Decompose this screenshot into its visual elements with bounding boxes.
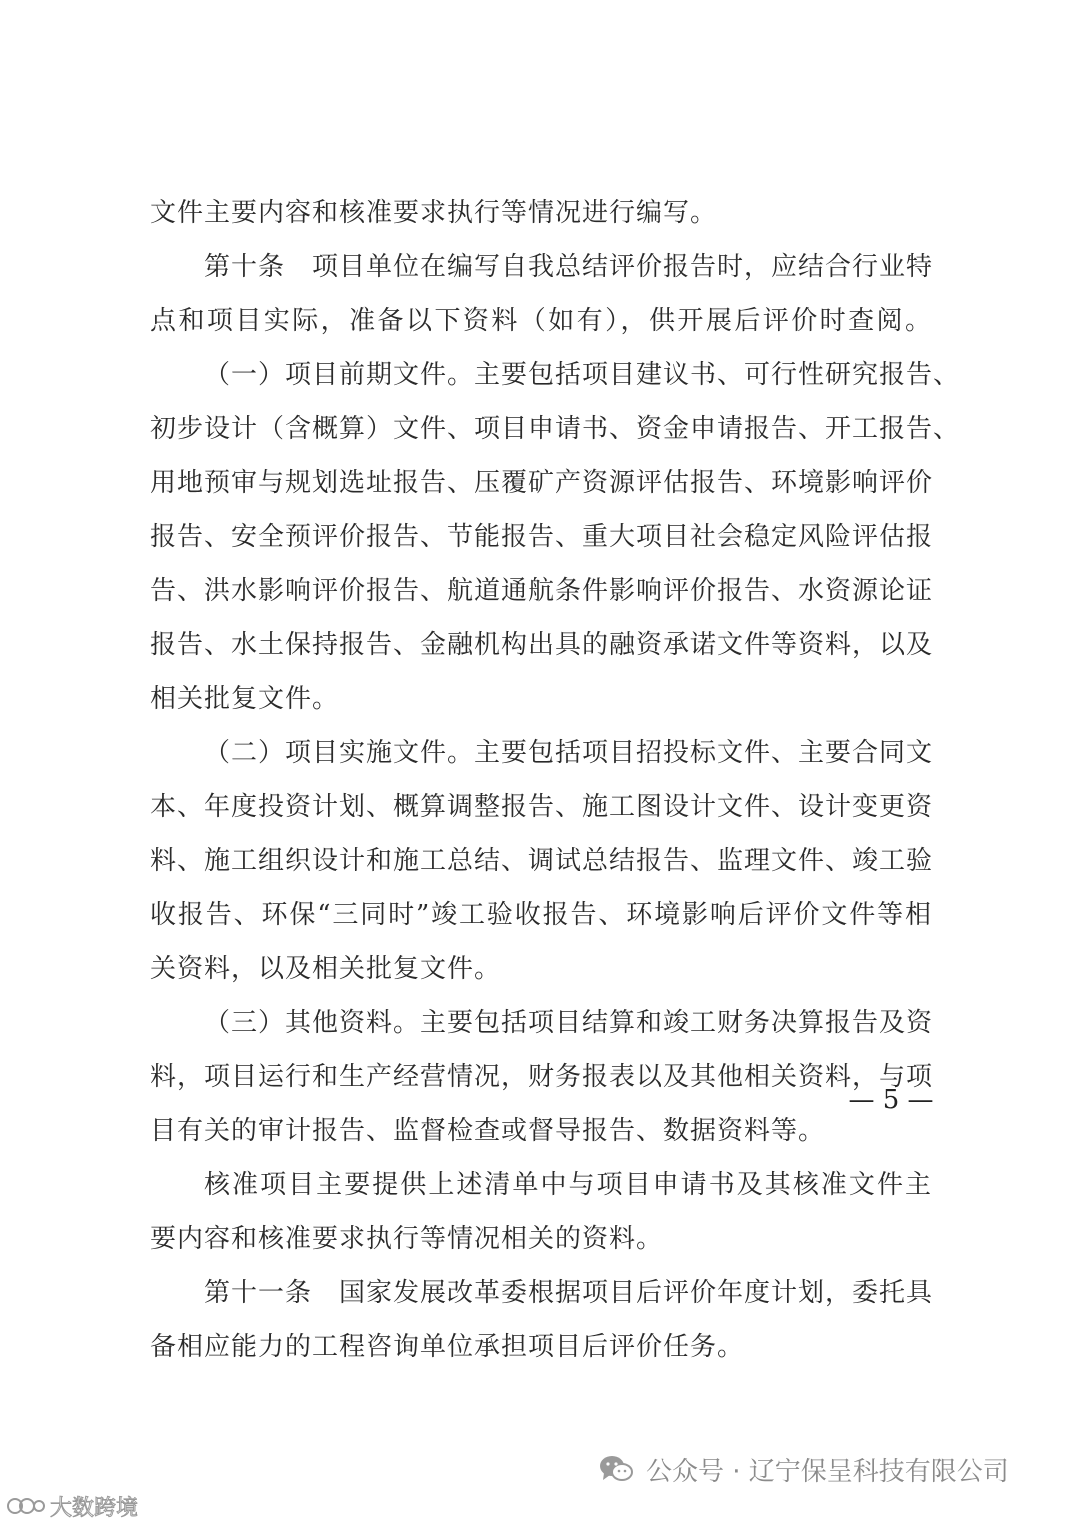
text-line-18: 目有关的审计报告、监督检查或督导报告、数据资料等。 bbox=[150, 1116, 826, 1146]
text-line-22: 备相应能力的工程咨询单位承担项目后评价任务。 bbox=[150, 1332, 745, 1362]
wechat-icon bbox=[598, 1454, 634, 1484]
text-line-17: 料，项目运行和生产经营情况，财务报表以及其他相关资料，与项 bbox=[150, 1062, 934, 1092]
text-line-15: 关资料，以及相关批复文件。 bbox=[150, 954, 502, 984]
text-line-5: 初步设计（含概算）文件、项目申请书、资金申请报告、开工报告、 bbox=[150, 414, 961, 444]
text-line-7: 报告、安全预评价报告、节能报告、重大项目社会稳定风险评估报 bbox=[150, 522, 934, 552]
text-line-12: 本、年度投资计划、概算调整报告、施工图设计文件、设计变更资 bbox=[150, 792, 934, 822]
text-line-20: 要内容和核准要求执行等情况相关的资料。 bbox=[150, 1224, 664, 1254]
text-line-10: 相关批复文件。 bbox=[150, 684, 340, 714]
page-number: — 5 — bbox=[848, 1085, 934, 1115]
corner-watermark bbox=[6, 1490, 138, 1522]
text-line-14: 收报告、环保“三同时”竣工验收报告、环境影响后评价文件等相 bbox=[150, 900, 932, 930]
brand-logo-icon bbox=[6, 1495, 46, 1517]
text-line-3: 点和项目实际，准备以下资料（如有），供开展后评价时查阅。 bbox=[150, 306, 932, 336]
text-line-13: 料、施工组织设计和施工总结、调试总结报告、监理文件、竣工验 bbox=[150, 846, 934, 876]
watermark-text: 公众号 · 辽宁保呈科技有限公司 bbox=[646, 1456, 1009, 1487]
text-line-2: 第十条 项目单位在编写自我总结评价报告时，应结合行业特 bbox=[204, 252, 934, 282]
text-line-4: （一）项目前期文件。主要包括项目建议书、可行性研究报告、 bbox=[204, 360, 961, 390]
text-line-9: 报告、水土保持报告、金融机构出具的融资承诺文件等资料，以及 bbox=[150, 630, 934, 660]
wechat-watermark bbox=[598, 1447, 1009, 1491]
corner-watermark-text: 大数跨境 bbox=[50, 1495, 139, 1521]
text-line-1: 文件主要内容和核准要求执行等情况进行编写。 bbox=[150, 198, 718, 228]
text-line-21: 第十一条 国家发展改革委根据项目后评价年度计划，委托具 bbox=[204, 1278, 934, 1308]
text-line-11: （二）项目实施文件。主要包括项目招投标文件、主要合同文 bbox=[204, 738, 934, 768]
text-line-6: 用地预审与规划选址报告、压覆矿产资源评估报告、环境影响评价 bbox=[150, 468, 934, 498]
text-line-16: （三）其他资料。主要包括项目结算和竣工财务决算报告及资 bbox=[204, 1008, 934, 1038]
text-line-19: 核准项目主要提供上述清单中与项目申请书及其核准文件主 bbox=[204, 1170, 932, 1200]
text-line-8: 告、洪水影响评价报告、航道通航条件影响评价报告、水资源论证 bbox=[150, 576, 934, 606]
